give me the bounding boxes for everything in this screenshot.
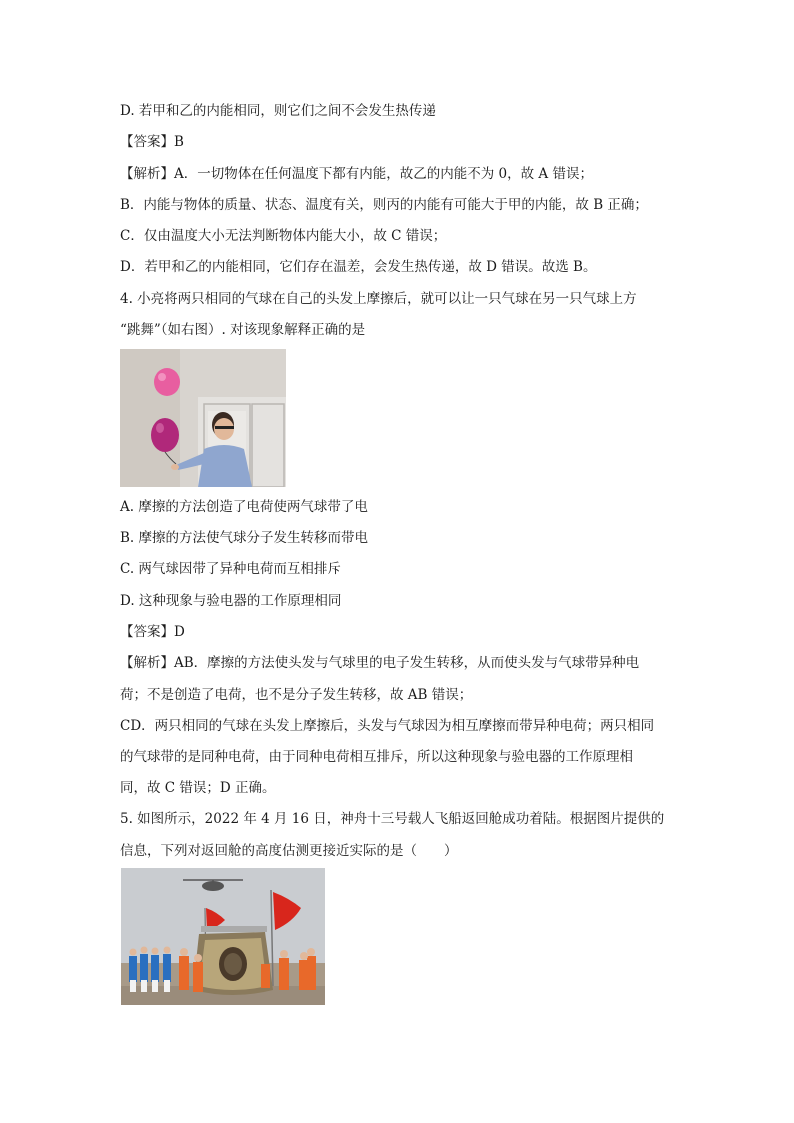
q4-explanation-line-2: 荷；不是创造了电荷，也不是分子发生转移，故 AB 错误；	[120, 687, 473, 703]
q5-stem-line-2: 信息，下列对返回舱的高度估测更接近实际的是（ ）	[120, 843, 458, 859]
q4-option-a: A. 摩擦的方法创造了电荷使两气球带了电	[120, 499, 368, 515]
capsule-photo	[121, 868, 325, 1005]
q4-option-b: B. 摩擦的方法使气球分子发生转移而带电	[120, 530, 369, 546]
q4-explanation-line-4: 的气球带的是同种电荷，由于同种电荷相互排斥，所以这种现象与验电器的工作原理相	[120, 749, 633, 765]
q4-stem-line-2: “跳舞”（如右图）. 对该现象解释正确的是	[120, 322, 366, 338]
q3-explanation-c: C．仅由温度大小无法判断物体内能大小，故 C 错误；	[120, 228, 447, 244]
q4-option-d: D. 这种现象与验电器的工作原理相同	[120, 593, 342, 609]
q3-option-d: D. 若甲和乙的内能相同，则它们之间不会发生热传递	[120, 103, 436, 119]
q4-explanation-line-5: 同，故 C 错误；D 正确。	[120, 780, 276, 796]
q3-explanation-a: 【解析】A．一切物体在任何温度下都有内能，故乙的内能不为 0，故 A 错误；	[120, 166, 593, 182]
q4-option-c: C. 两气球因带了异种电荷而互相排斥	[120, 561, 341, 577]
q3-explanation-d: D．若甲和乙的内能相同，它们存在温差，会发生热传递，故 D 错误。故选 B。	[120, 259, 597, 275]
q4-explanation-line-1: 【解析】AB．摩擦的方法使头发与气球里的电子发生转移，从而使头发与气球带异种电	[120, 655, 640, 671]
balloon-photo	[120, 349, 286, 487]
q5-stem-line-1: 5. 如图所示，2022 年 4 月 16 日，神舟十三号载人飞船返回舱成功着陆。根据图片提供的	[120, 811, 665, 827]
q4-stem-line-1: 4. 小亮将两只相同的气球在自己的头发上摩擦后，就可以让一只气球在另一只气球上方	[120, 291, 637, 307]
q4-answer: 【答案】D	[120, 624, 185, 640]
q4-explanation-line-3: CD．两只相同的气球在头发上摩擦后，头发与气球因为相互摩擦而带异种电荷；两只相同	[120, 718, 655, 734]
q3-answer: 【答案】B	[120, 134, 184, 150]
q3-explanation-b: B．内能与物体的质量、状态、温度有关，则丙的内能有可能大于甲的内能，故 B 正确；	[120, 197, 648, 213]
